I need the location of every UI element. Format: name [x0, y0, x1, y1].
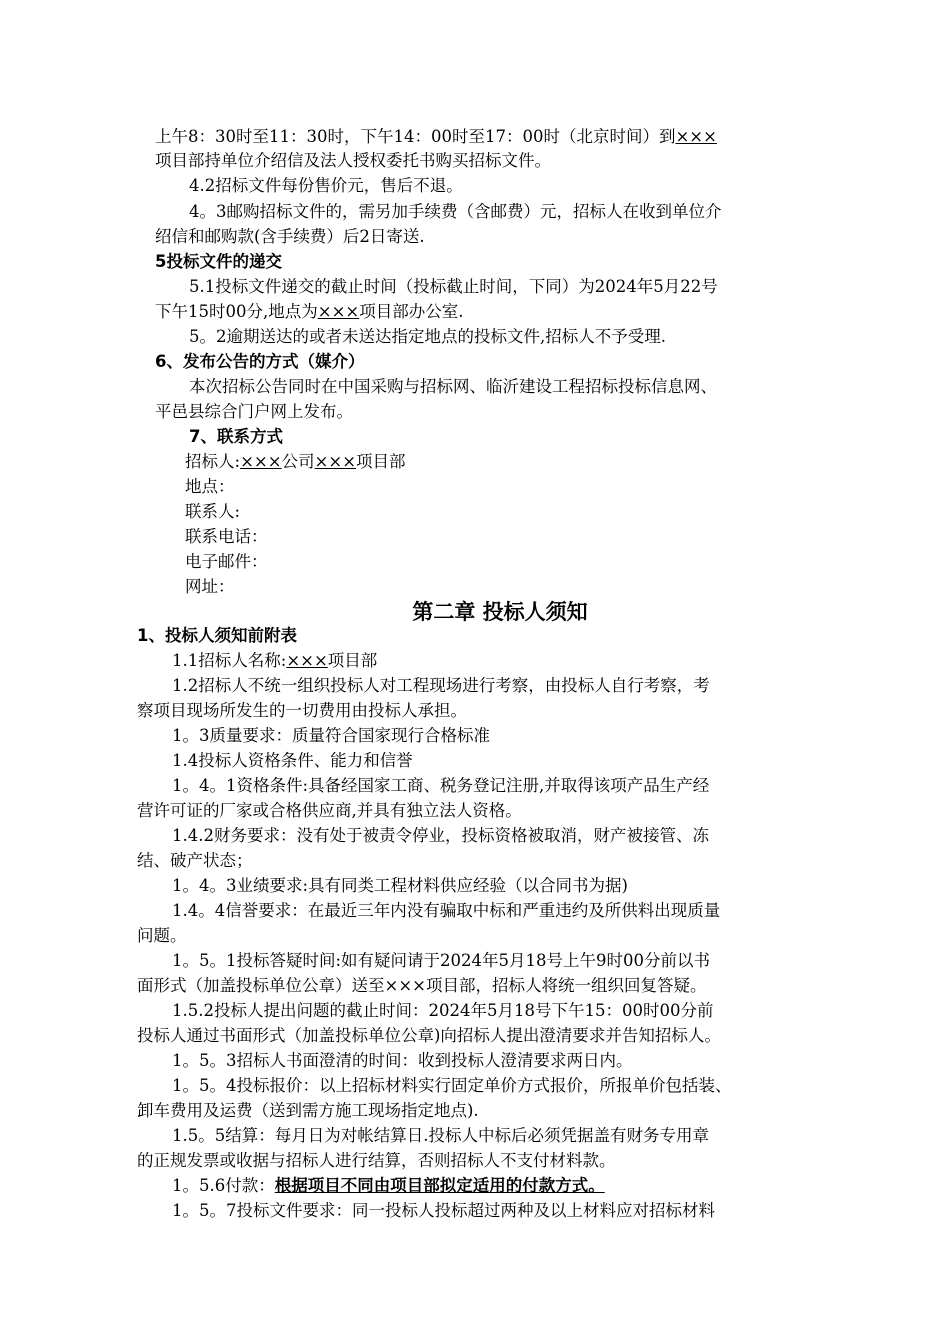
- para-1-5-1-line1: 1。5。1投标答疑时间:如有疑问请于2024年5月18号上午9时00分前以书: [172, 951, 711, 970]
- chapter-title: 第二章 投标人须知: [412, 600, 588, 624]
- para-1-4-2-line1: 1.4.2财务要求：没有处于被责令停业，投标资格被取消，财产被接管、冻: [172, 826, 709, 845]
- s4-line1: 上午8：30时至11：30时，下午14：00时至17：00时（北京时间）到×××: [155, 127, 717, 146]
- para-1-4-4-line1: 1.4。4信誉要求：在最近三年内没有骗取中标和严重违约及所供料出现质量: [172, 901, 721, 920]
- para-1-2-line2: 察项目现场所发生的一切费用由投标人承担。: [137, 701, 467, 720]
- para-4-3-line2: 绍信和邮购款(含手续费）后2日寄送.: [155, 227, 425, 246]
- para-1-5-5-line1: 1.5。5结算：每月日为对帐结算日.投标人中标后必须凭据盖有财务专用章: [172, 1126, 709, 1145]
- email-label: 电子邮件：: [185, 552, 268, 571]
- section-6-heading: 6、发布公告的方式（媒介）: [155, 352, 365, 371]
- s4-line2: 项目部持单位介绍信及法人授权委托书购买招标文件。: [155, 151, 551, 170]
- para-1-5-4-line1: 1。5。4投标报价：以上招标材料实行固定单价方式报价，所报单价包括装、: [172, 1076, 732, 1095]
- para-1-5-6: 1。5.6付款：根据项目不同由项目部拟定适用的付款方式。: [172, 1176, 605, 1195]
- para-4-2: 4.2招标文件每份售价元，售后不退。: [189, 176, 463, 195]
- para-1-5-1-line2: 面形式（加盖投标单位公章）送至×××项目部，招标人将统一组织回复答疑。: [137, 976, 707, 995]
- para-5-1-line2: 下午15时00分,地点为×××项目部办公室.: [155, 302, 464, 321]
- para-6-line1: 本次招标公告同时在中国采购与招标网、临沂建设工程招标投标信息网、: [189, 377, 717, 396]
- para-1-5-7: 1。5。7投标文件要求：同一投标人投标超过两种及以上材料应对招标材料: [172, 1201, 715, 1220]
- para-1-4-1-line2: 营许可证的厂家或合格供应商,并具有独立法人资格。: [137, 801, 522, 820]
- tenderer-line: 招标人:×××公司×××项目部: [185, 452, 406, 471]
- para-1-5-5-line2: 的正规发票或收据与招标人进行结算，否则招标人不支付材料款。: [137, 1151, 616, 1170]
- website-label: 网址：: [185, 577, 235, 596]
- para-1-2-line1: 1.2招标人不统一组织投标人对工程现场进行考察，由投标人自行考察，考: [172, 676, 710, 695]
- address-label: 地点：: [185, 477, 235, 496]
- para-6-line2: 平邑县综合门户网上发布。: [155, 402, 353, 421]
- section-7-heading: 7、联系方式: [189, 427, 283, 446]
- para-1-4: 1.4投标人资格条件、能力和信誉: [172, 751, 413, 770]
- para-5-2: 5。2逾期送达的或者未送达指定地点的投标文件,招标人不予受理.: [189, 327, 666, 346]
- phone-label: 联系电话：: [185, 527, 268, 546]
- para-1-5-2-line2: 投标人通过书面形式（加盖投标单位公章)向招标人提出澄清要求并告知招标人。: [137, 1026, 721, 1045]
- para-5-1-line1: 5.1投标文件递交的截止时间（投标截止时间，下同）为2024年5月22号: [189, 277, 718, 296]
- para-1-5-2-line1: 1.5.2投标人提出问题的截止时间：2024年5月18号下午15：00时00分前: [172, 1001, 714, 1020]
- para-4-3-line1: 4。3邮购招标文件的，需另加手续费（含邮费）元，招标人在收到单位介: [189, 202, 722, 221]
- para-1-4-3: 1。4。3业绩要求:具有同类工程材料供应经验（以合同书为据): [172, 876, 628, 895]
- para-1-4-4-line2: 问题。: [137, 926, 187, 945]
- section-5-heading: 5投标文件的递交: [155, 252, 282, 271]
- para-1-1: 1.1招标人名称:×××项目部: [172, 651, 378, 670]
- contact-label: 联系人:: [185, 502, 241, 521]
- para-1-5-4-line2: 卸车费用及运费（送到需方施工现场指定地点).: [137, 1101, 479, 1120]
- chapter2-heading-1: 1、投标人须知前附表: [137, 626, 297, 645]
- para-1-4-1-line1: 1。4。1资格条件:具备经国家工商、税务登记注册,并取得该项产品生产经: [172, 776, 710, 795]
- para-1-5-3: 1。5。3招标人书面澄清的时间：收到投标人澄清要求两日内。: [172, 1051, 633, 1070]
- para-1-3: 1。3质量要求：质量符合国家现行合格标准: [172, 726, 490, 745]
- para-1-4-2-line2: 结、破产状态；: [137, 851, 253, 870]
